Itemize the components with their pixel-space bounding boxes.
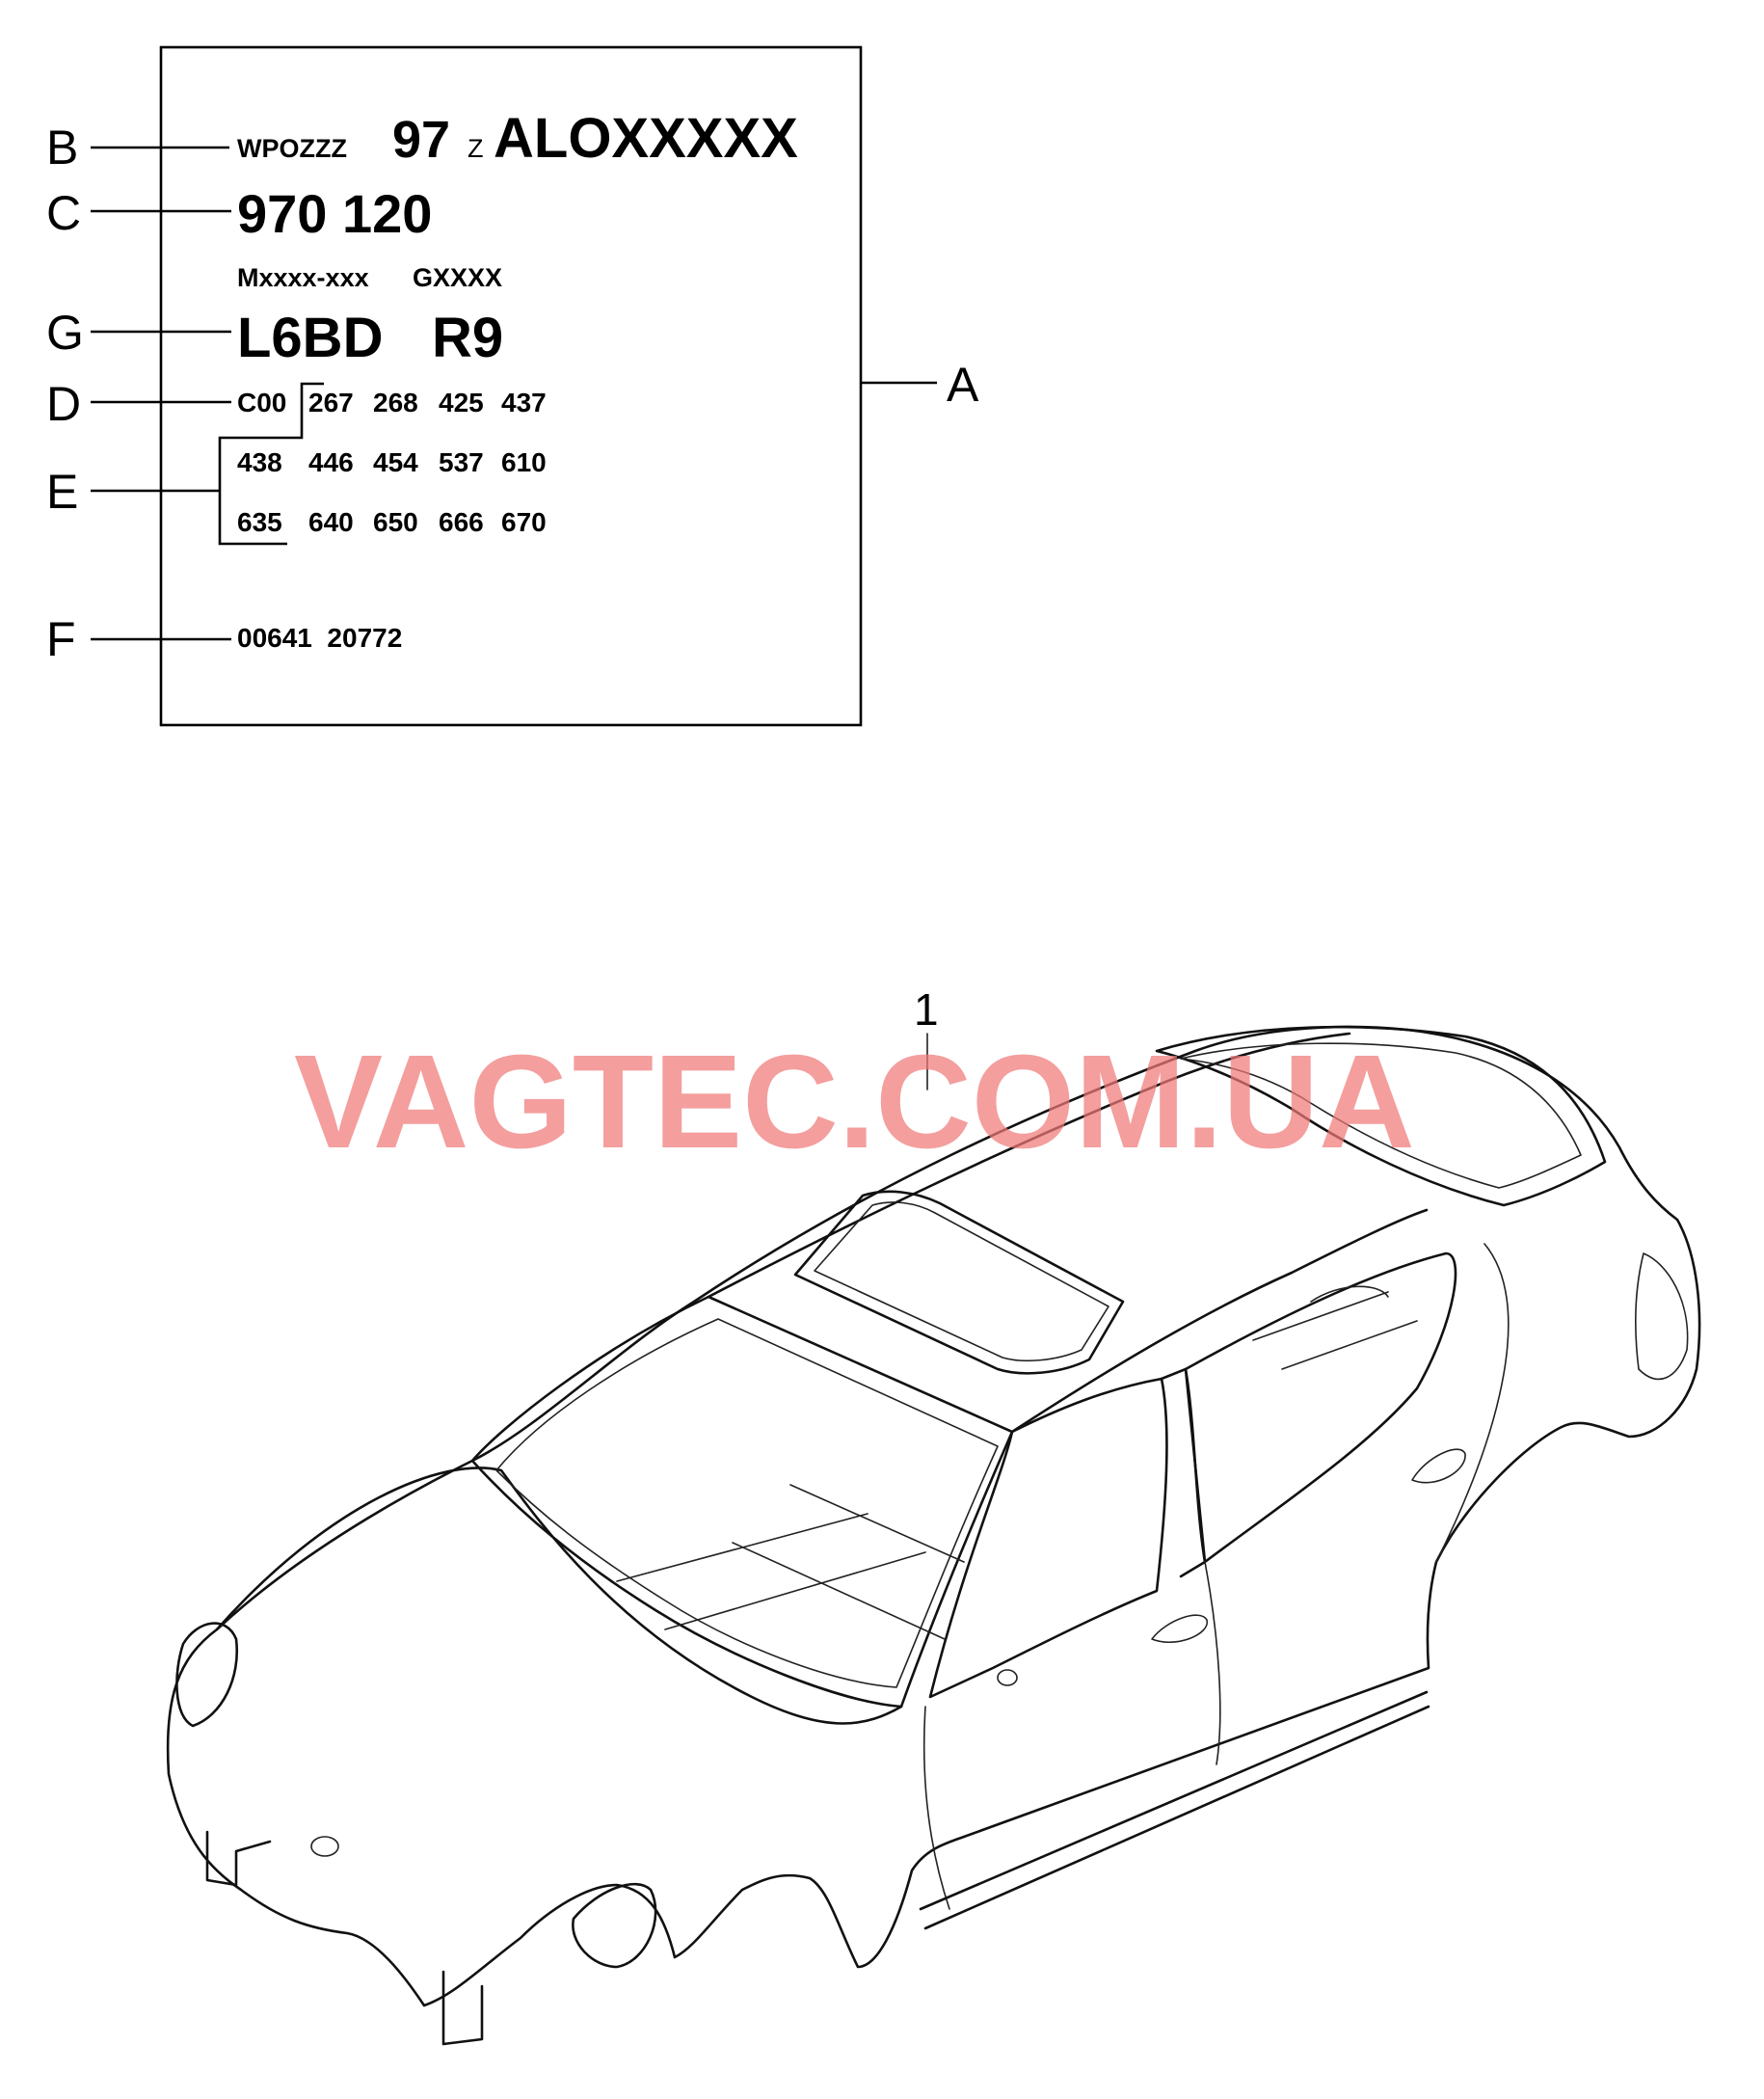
callout-part-1: 1 [914,984,939,1035]
gearbox-code: GXXXX [413,263,503,292]
callout-b: B [46,121,79,175]
front-frame-rail [207,1832,482,2044]
option-code: 437 [501,388,547,417]
rear-lamp-area [1636,1253,1688,1379]
vehicle-data-label [46,47,979,725]
option-code: 537 [439,447,484,477]
interior-floor [617,1485,964,1639]
option-codes-row-2 [237,447,547,477]
hood-emblem [311,1837,338,1856]
vin-serial: ALOXXXXX [494,107,798,170]
rocker-panel [921,1692,1429,1928]
front-door-panel [924,1707,949,1909]
vin-model: 97 [392,111,451,169]
option-code: 666 [439,507,484,537]
fuel-door [998,1670,1017,1685]
windshield-frame [472,1297,1012,1707]
option-code: 454 [373,447,418,477]
callout-f: F [46,612,76,666]
engine-code: Mxxxx-xxx [237,263,369,292]
roof-rear-edge [1012,1210,1427,1432]
option-code: 267 [308,388,354,417]
interior-rear-floor [1253,1286,1417,1369]
vin-prefix: WPOZZZ [237,134,347,163]
callout-g: G [46,306,84,360]
rear-quarter-line [1436,1244,1509,1562]
option-code: 610 [501,447,547,477]
option-code: 438 [237,447,282,477]
option-code: 446 [308,447,354,477]
option-code: 670 [501,507,547,537]
windshield-inner [496,1319,998,1687]
option-code: 650 [373,507,418,537]
date-code: 00641 20772 [237,623,403,653]
option-code: 640 [308,507,354,537]
option-code: 425 [439,388,484,417]
rear-door-panel [1205,1562,1220,1764]
option-code: 635 [237,507,282,537]
option-codes-row-1 [237,388,547,417]
hood-line [217,1467,901,1723]
sunroof-opening [795,1192,1123,1373]
option-codes-row-3 [237,507,547,537]
option-code: 268 [373,388,418,417]
callout-e: E [46,465,79,519]
callout-c: C [46,186,82,240]
option-code: C00 [237,388,287,417]
callout-d: D [46,377,82,431]
callout-a: A [947,358,979,412]
b-pillar [1162,1369,1205,1576]
vin-small-z: Z [468,134,484,163]
watermark: VAGTEC.COM.UA [294,1028,1415,1176]
rear-door-handle [1412,1449,1465,1482]
type-number: 970 120 [237,183,433,244]
paint-code: L6BD [237,307,384,369]
rear-door-opening [1186,1253,1456,1562]
front-door-handle [1152,1615,1207,1642]
sunroof-inner [815,1202,1109,1360]
interior-code: R9 [432,307,504,369]
